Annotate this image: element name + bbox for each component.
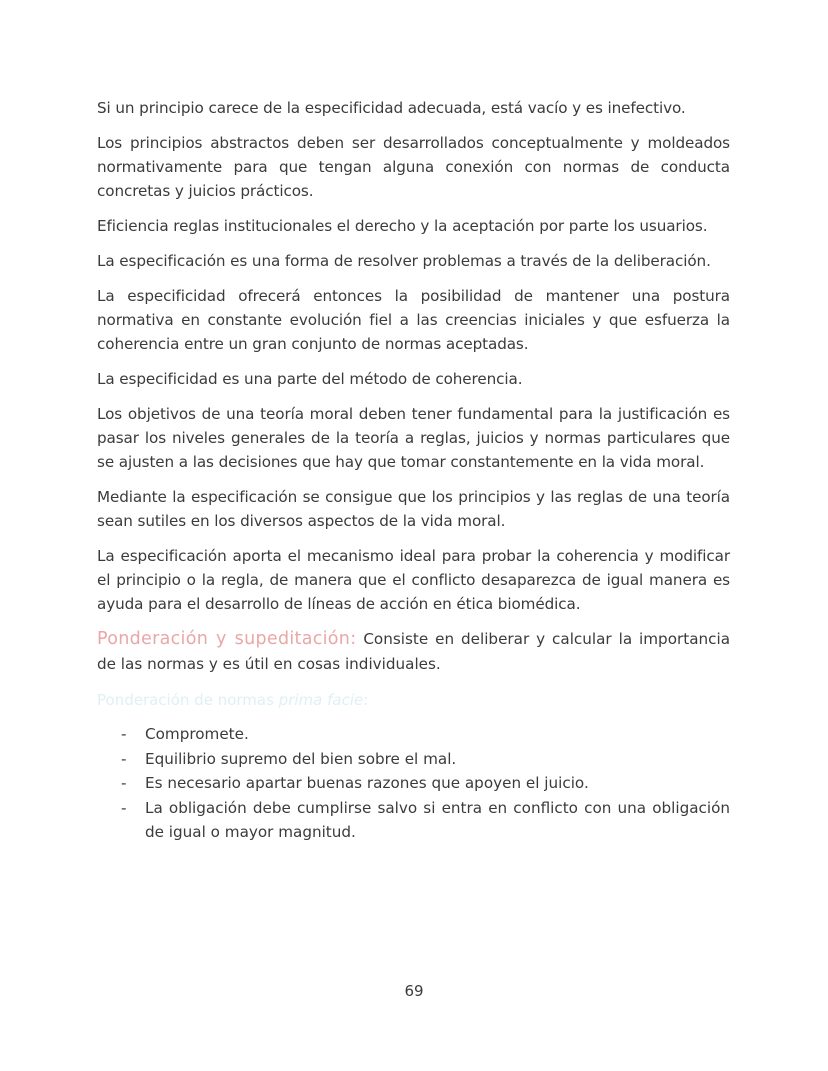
paragraph-9: La especificación aporta el mecanismo ideal para probar la coherencia y modificar el principio o la regla, de manera que el conflicto desaparezca de igual manera es ayuda para el desarrollo de líneas de acción en ética biomédica. xyxy=(97,547,730,613)
subsection-label-italic: prima facie xyxy=(278,691,364,709)
paragraph-3: Eficiencia reglas institucionales el derecho y la aceptación por parte los usuarios. xyxy=(97,217,708,235)
dash-marker: - xyxy=(121,798,127,817)
paragraph-2: Los principios abstractos deben ser desarrollados conceptualmente y moldeados normativamente para que tengan alguna conexión con normas de conducta concretas y juicios prácticos. xyxy=(97,134,730,200)
subsection-label: Ponderación de normas xyxy=(97,691,279,709)
dash-marker: - xyxy=(121,749,127,768)
list-item-text: La obligación debe cumplirse salvo si entra en conflicto con una obligación de igual o mayor magnitud. xyxy=(145,798,730,841)
paragraph-1: Si un principio carece de la especificidad adecuada, está vacío y es inefectivo. xyxy=(97,99,686,117)
list-item xyxy=(121,771,730,796)
page-number: 69 xyxy=(404,982,424,1000)
paragraph-8: Mediante la especificación se consigue que los principios y las reglas de una teoría sean sutiles en los diversos aspectos de la vida moral. xyxy=(97,488,730,530)
paragraph-6: La especificidad es una parte del método de coherencia. xyxy=(97,370,523,388)
section-heading: Ponderación y supeditación: xyxy=(97,629,357,649)
paragraph-7: Los objetivos de una teoría moral deben tener fundamental para la justificación es pasar los niveles generales de la teoría a reglas, juicios y normas particulares que se ajusten a las decisiones que hay que tomar constantemente en la vida moral. xyxy=(97,405,730,471)
list-item xyxy=(121,722,730,747)
list-item-text: Equilibrio supremo del bien sobre el mal. xyxy=(145,749,457,768)
bullet-list xyxy=(97,722,730,845)
dash-marker: - xyxy=(121,774,127,792)
list-item-text: Es necesario apartar buenas razones que apoyen el juicio. xyxy=(145,774,589,792)
paragraph-4: La especificación es una forma de resolver problemas a través de la deliberación. xyxy=(97,252,711,270)
section-ponderacion xyxy=(97,627,730,677)
section-text: Consiste en deliberar y calcular la importancia de las normas y es útil en cosas individuales. xyxy=(97,630,730,673)
dash-marker: - xyxy=(121,725,127,743)
subsection-heading xyxy=(97,688,730,712)
list-item-text: Compromete. xyxy=(145,725,249,743)
paragraph-5: La especificidad ofrecerá entonces la posibilidad de mantener una postura normativa en constante evolución fiel a las creencias iniciales y que esfuerza la coherencia entre un gran conjunto de normas aceptadas. xyxy=(97,287,730,353)
page-content xyxy=(97,96,730,845)
subsection-label-end: : xyxy=(363,691,369,709)
list-item xyxy=(121,747,730,772)
list-item xyxy=(121,796,730,845)
